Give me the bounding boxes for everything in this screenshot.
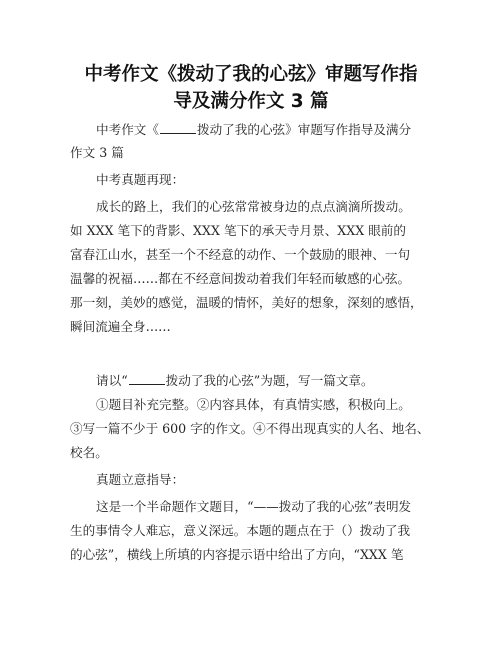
requirements-line-3: 校名。	[70, 445, 108, 460]
guide-line-2: 生的事情令人难忘，意义深远。本题的题点在于（）拨动了我	[70, 523, 411, 538]
paragraph-1-line-5: 那一刻，美妙的感觉，温暖的情怀，美好的想象，深刻的感悟，	[70, 295, 423, 310]
section-heading-exam: 中考真题再现：	[96, 172, 185, 187]
fill-blank	[129, 372, 165, 385]
prompt-suffix: 拨动了我的心弦”为题，写一篇文章。	[165, 373, 374, 388]
subtitle-line-2: 作文 3 篇	[70, 145, 124, 160]
prompt-prefix: 请以“	[96, 373, 128, 388]
guide-line-1: 这是一个半命题作文题目，“——拨动了我的心弦”表明发	[96, 499, 412, 514]
requirements-line-1: ①题目补充完整。②内容具体，有真情实感，积极向上。	[96, 397, 411, 412]
document-title-line-1: 中考作文《拨动了我的心弦》审题写作指	[84, 64, 418, 85]
document-title-line-2: 导及满分作文 3 篇	[173, 91, 329, 112]
subtitle-suffix: 拨动了我的心弦》审题写作指导及满分	[196, 122, 412, 137]
paragraph-1-line-2: 如 XXX 笔下的背影、XXX 笔下的承天寺月景、XXX 眼前的	[70, 223, 406, 238]
section-heading-guide: 真题立意指导：	[96, 472, 185, 487]
paragraph-1-line-4: 温馨的祝福……都在不经意间拨动着我们年轻而敏感的心弦。	[70, 271, 411, 286]
fill-blank	[160, 121, 196, 134]
paragraph-1-line-3: 富春江山水，甚至一个不经意的动作、一个鼓励的眼神、一句	[70, 247, 411, 262]
paragraph-1-line-1: 成长的路上，我们的心弦常常被身边的点点滴滴所拨动。	[96, 199, 411, 214]
requirements-line-2: ③写一篇不少于 600 字的作文。④不得出现真实的人名、地名、	[70, 421, 430, 436]
subtitle-line-1	[96, 121, 411, 139]
guide-line-3: 的心弦”，横线上所填的内容提示语中给出了方向，“XXX 笔	[70, 547, 404, 562]
subtitle-prefix: 中考作文《	[96, 122, 159, 137]
prompt-line	[96, 372, 374, 390]
paragraph-1-line-6: 瞬间流遍全身……	[70, 319, 171, 334]
